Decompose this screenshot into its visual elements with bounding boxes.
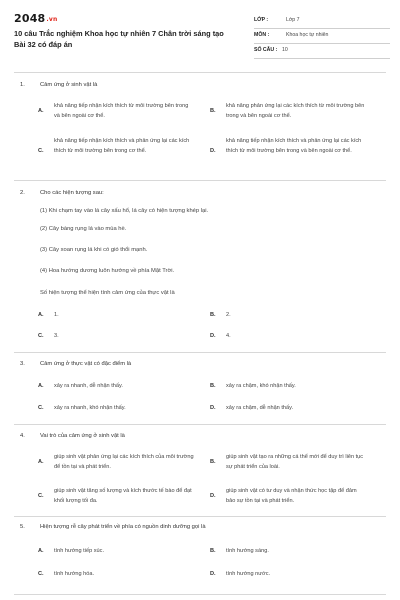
option-text: tính hướng sáng. (226, 548, 269, 554)
option-letter: B. (210, 548, 216, 554)
option-text: 4. (226, 333, 231, 339)
option-letter: D. (210, 148, 216, 154)
option-text: 3. (54, 333, 59, 339)
meta-value: Khoa học tự nhiên (286, 32, 329, 38)
question-text: Hiện tượng rễ cây phát triển về phía có nguồn dinh dưỡng gọi là (40, 524, 206, 530)
meta-key: MÔN : (254, 32, 270, 38)
option-letter: A. (38, 459, 44, 465)
question-number: 5. (20, 524, 25, 530)
option-text: giúp sinh vật tăng số lượng và kích thước tế bào để đạt khối lượng tối đa. (54, 488, 192, 504)
question-number: 2. (20, 190, 25, 196)
option-letter: A. (38, 312, 44, 318)
divider (14, 352, 386, 353)
option-letter: D. (210, 493, 216, 499)
option-text: tính hướng nước. (226, 571, 271, 577)
meta-value: Lớp 7 (286, 17, 300, 23)
option-letter: A. (38, 548, 44, 554)
option-text: 2. (226, 312, 231, 318)
option-letter: C. (38, 405, 44, 411)
statement-3: (3) Cây xoan rụng lá khi có gió thổi mạnh. (40, 247, 148, 253)
meta-row-class (254, 14, 390, 29)
option-text: xảy ra nhanh, khó nhận thấy. (54, 405, 126, 411)
option-letter: A. (38, 108, 44, 114)
option-text: tính hướng hóa. (54, 571, 95, 577)
option-letter: D. (210, 405, 216, 411)
option-text: khả năng tiếp nhận kích thích và phản ứng lại các kích thích từ môi trường bên trong và bên ngoài cơ thể. (226, 138, 362, 154)
option-text: khả năng tiếp nhận kích thích từ môi trường bên trong và bên ngoài cơ thể. (54, 103, 189, 119)
logo-text: 2048 (14, 12, 46, 25)
option-letter: C. (38, 493, 44, 499)
meta-row-count (254, 44, 390, 59)
option-text: giúp sinh vật tạo ra những cá thể mới để duy trì liên tục sự phát triển của loài. (226, 454, 364, 470)
document-title: 10 câu Trắc nghiệm Khoa học tự nhiên 7 Chân trời sáng tạo Bài 32 có đáp án (14, 29, 224, 49)
divider (14, 516, 386, 517)
logo-suffix: .vn (46, 16, 58, 23)
option-text: tính hướng tiếp xúc. (54, 548, 105, 554)
option-letter: B. (210, 108, 216, 114)
question-prompt: Số hiện tượng thể hiện tính cảm ứng của thực vật là (40, 290, 175, 296)
question-number: 4. (20, 433, 25, 439)
option-letter: B. (210, 383, 216, 389)
site-logo[interactable] (14, 12, 57, 25)
document-header (0, 0, 400, 64)
option-letter: B. (210, 459, 216, 465)
question-number: 1. (20, 82, 25, 88)
option-text: khả năng phản ứng lại các kích thích từ môi trường bên trong và bên ngoài cơ thể. (226, 103, 365, 119)
option-letter: B. (210, 312, 216, 318)
option-text: khả năng tiếp nhận kích thích và phản ứng lại các kích thích từ môi trường bên trong cơ thể. (54, 138, 190, 154)
option-letter: D. (210, 333, 216, 339)
question-text: Vai trò của cảm ứng ở sinh vật là (40, 433, 125, 439)
question-number: 3. (20, 361, 25, 367)
option-letter: C. (38, 333, 44, 339)
option-text: giúp sinh vật phản ứng lại các kích thích của môi trường để tồn tại và phát triển. (54, 454, 194, 470)
meta-key: SỐ CÂU : (254, 47, 278, 53)
divider (14, 424, 386, 425)
option-text: xảy ra nhanh, dễ nhận thấy. (54, 383, 123, 389)
question-text: Cho các hiện tượng sau: (40, 190, 104, 196)
meta-key: LỚP : (254, 17, 269, 23)
option-letter: D. (210, 571, 216, 577)
statement-1: (1) Khi chạm tay vào lá cây xấu hổ, lá cây có hiện tượng khép lại. (40, 208, 209, 214)
statement-4: (4) Hoa hướng dương luôn hướng về phía Mặt Trời. (40, 268, 175, 274)
question-text: Cảm ứng ở sinh vật là (40, 82, 98, 88)
option-text: giúp sinh vật có tư duy và nhận thức học tập để đảm bảo sự tồn tại và phát triển. (226, 488, 357, 504)
statement-2: (2) Cây bàng rụng lá vào mùa hè. (40, 226, 127, 232)
option-text: xảy ra chậm, khó nhận thấy. (226, 383, 296, 389)
question-text: Cảm ứng ở thực vật có đặc điểm là (40, 361, 132, 367)
meta-value: 10 (282, 47, 288, 53)
divider (14, 180, 386, 181)
divider (14, 594, 386, 595)
divider (14, 72, 386, 73)
option-letter: C. (38, 571, 44, 577)
meta-row-subject (254, 29, 390, 44)
meta-table (254, 14, 390, 59)
option-letter: A. (38, 383, 44, 389)
option-text: xảy ra chậm, dễ nhận thấy. (226, 405, 294, 411)
option-text: 1. (54, 312, 59, 318)
option-letter: C. (38, 148, 44, 154)
